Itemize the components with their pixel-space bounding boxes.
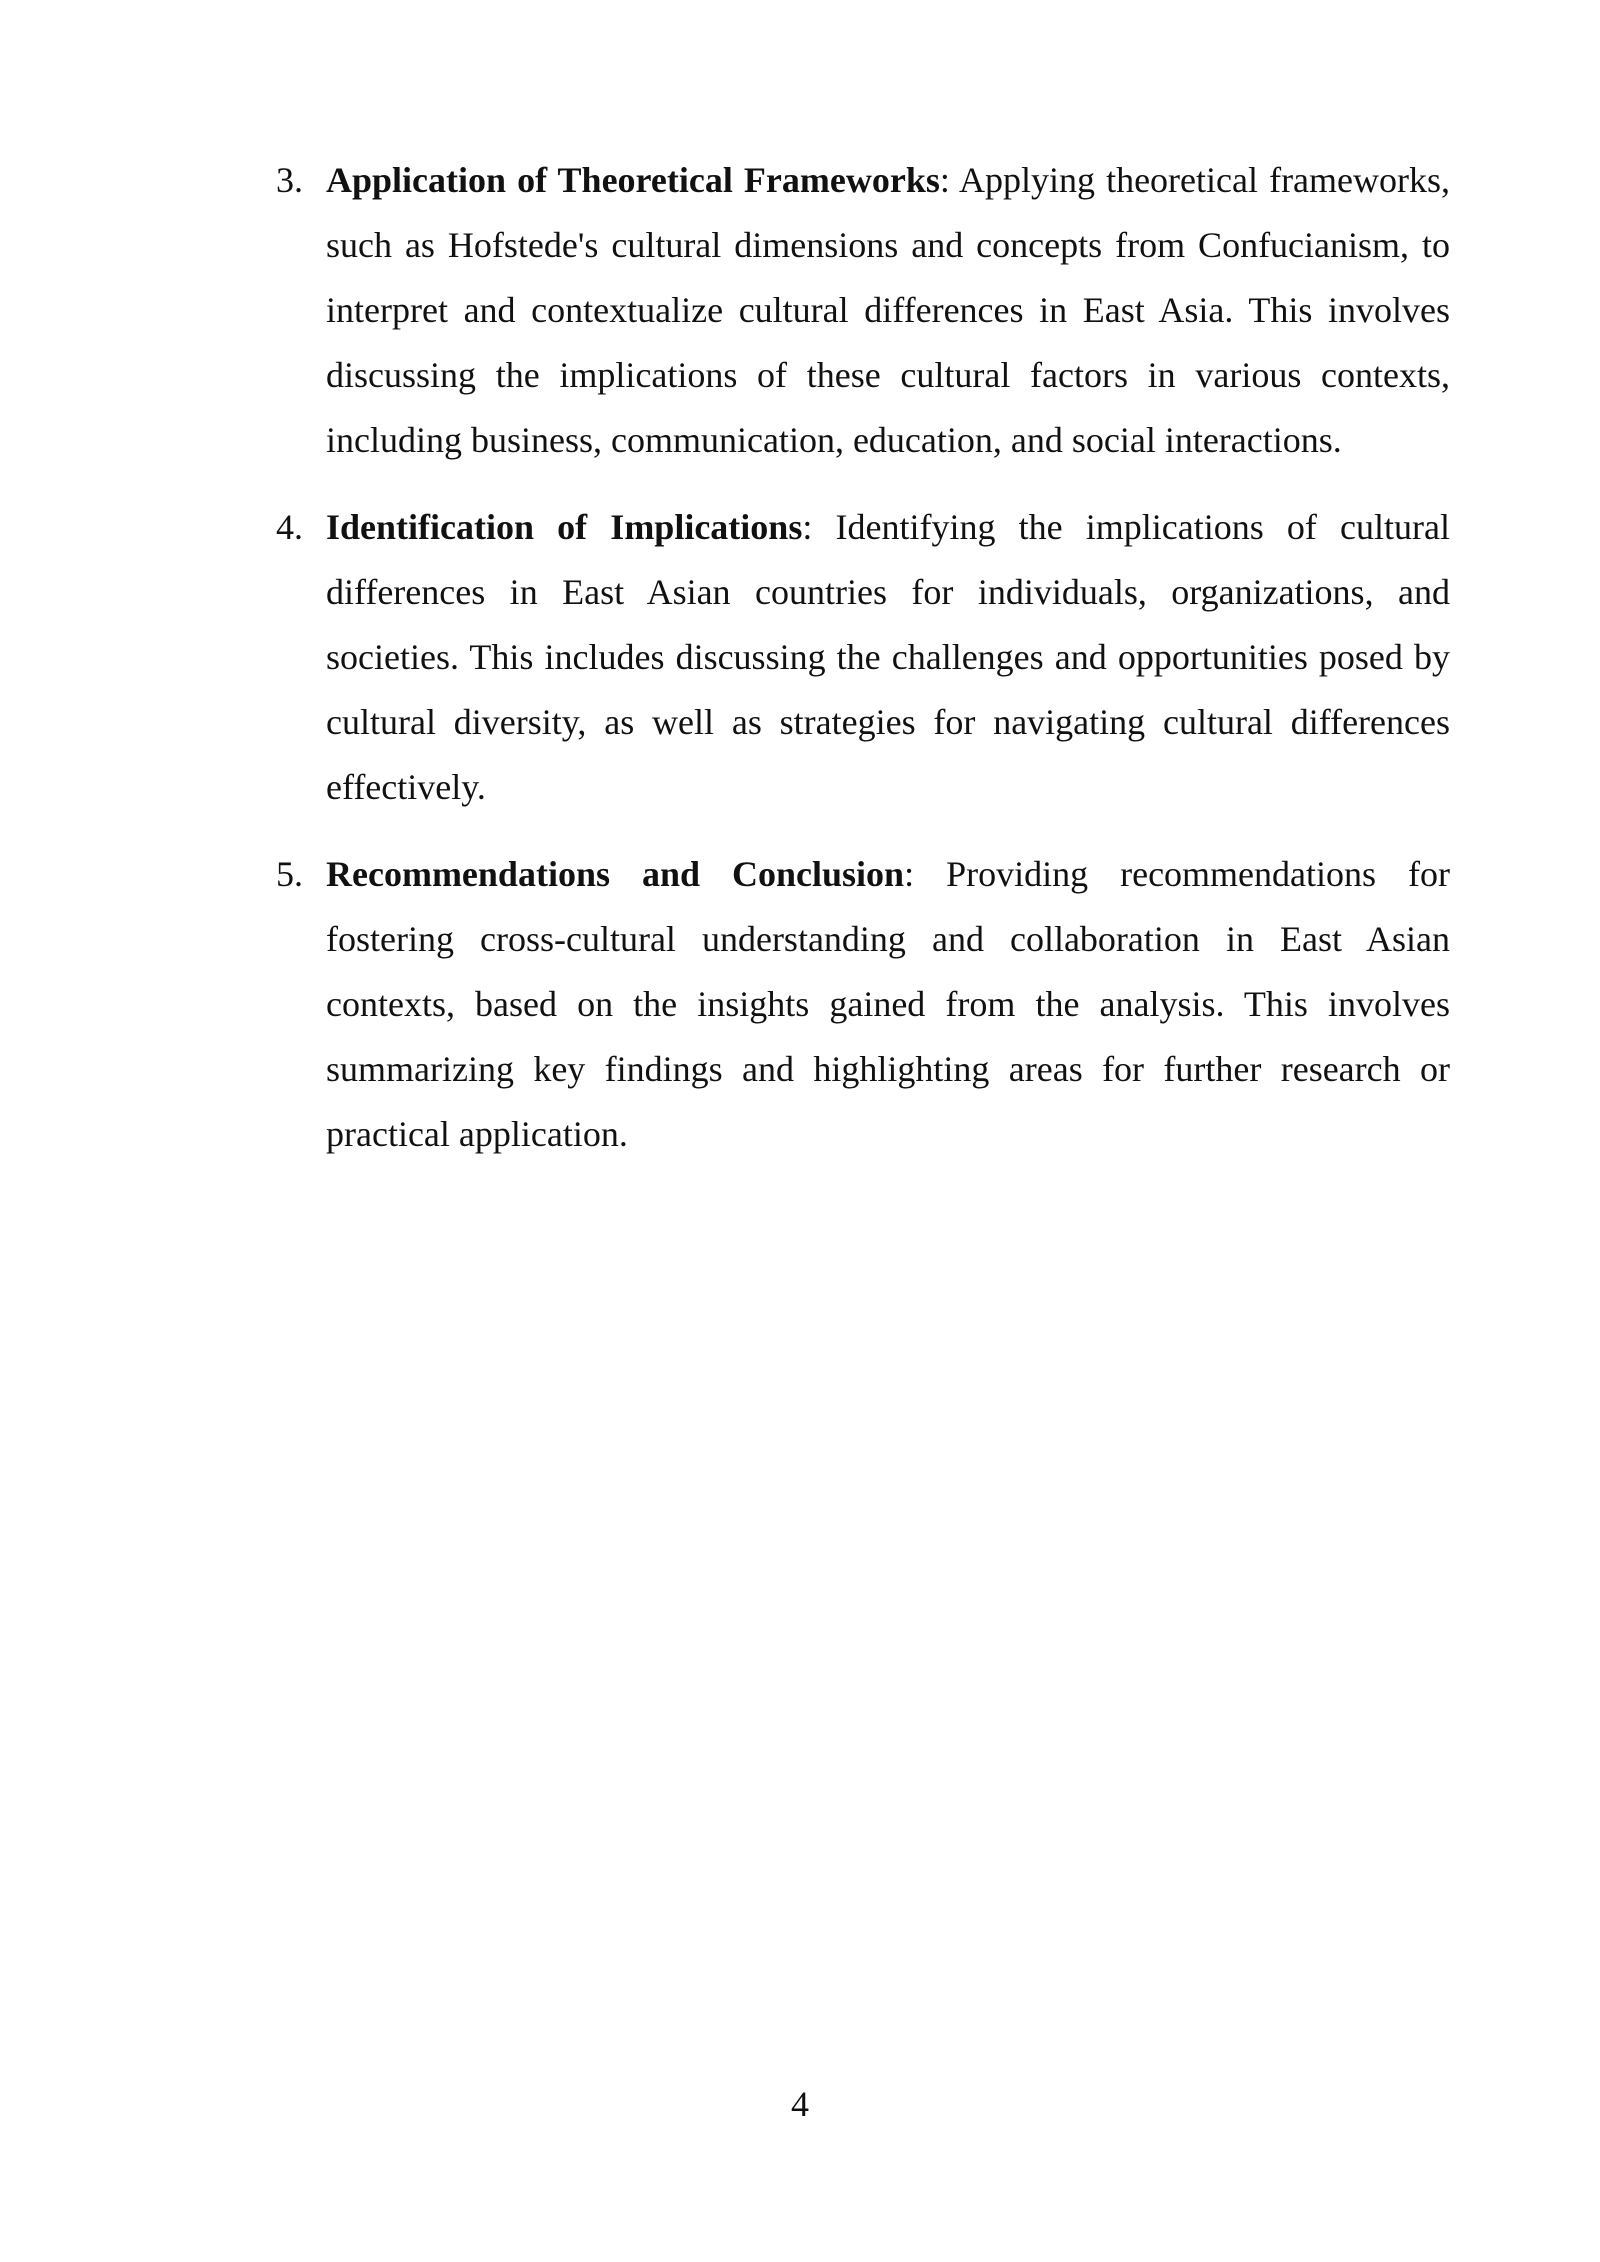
list-item-title: Recommendations and Conclusion bbox=[326, 854, 905, 894]
list-item-number: 4. bbox=[276, 507, 303, 547]
list-item-text: Applying theoretical frameworks, such as Hofstede's cultural dimensions and concepts from Confucianism, to interpret and contextualize cultural differences in East Asia. This involves discussing the implications of these cultural factors in various contexts, including business, communication, education, and social interactions. bbox=[326, 160, 1451, 460]
list-item-text: Providing recommendations for fostering cross-cultural understanding and collaboration in East Asian contexts, based on the insights gained from the analysis. This involves summarizing key findings and highlighting areas for further research or practical application. bbox=[326, 854, 1450, 1154]
list-item-title: Identification of Implications bbox=[326, 507, 803, 547]
list-item-colon: : bbox=[904, 854, 915, 894]
list-item-identification-of-implications bbox=[276, 495, 1450, 820]
list-item-number: 3. bbox=[276, 160, 303, 200]
list-item-title: Application of Theoretical Frameworks bbox=[326, 160, 940, 200]
list-item-recommendations-and-conclusion bbox=[276, 842, 1450, 1167]
list-item-text: Identifying the implications of cultural differences in East Asian countries for individuals, organizations, and societies. This includes discussing the challenges and opportunities posed by cultural diversity, as well as strategies for navigating cultural differences effectively. bbox=[326, 507, 1451, 807]
list-item-colon: : bbox=[939, 160, 950, 200]
list-item-colon: : bbox=[802, 507, 813, 547]
list-item-application-of-theoretical-frameworks bbox=[276, 148, 1450, 473]
list-item-number: 5. bbox=[276, 854, 303, 894]
page-number: 4 bbox=[791, 2084, 809, 2124]
numbered-list bbox=[276, 148, 1450, 1189]
